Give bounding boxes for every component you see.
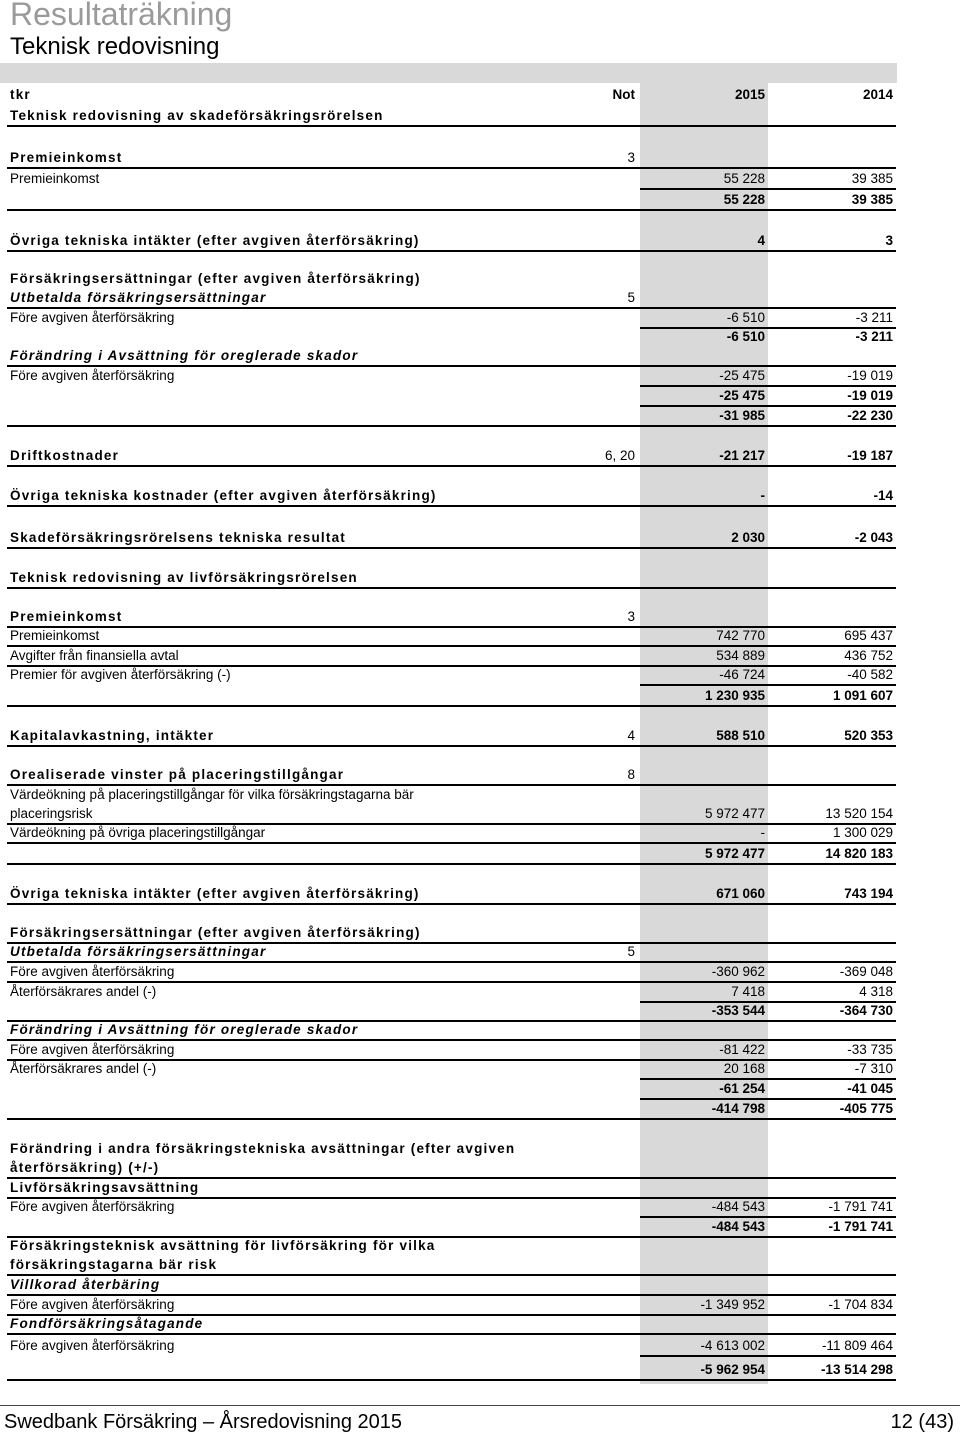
- value-2014: -3 211: [855, 310, 893, 325]
- row-divider: [7, 505, 896, 507]
- row-label: Övriga tekniska intäkter (efter avgiven återförsäkring): [10, 233, 420, 248]
- row-label: Premier för avgiven återförsäkring (-): [10, 667, 231, 682]
- value-2015: 534 889: [716, 648, 765, 663]
- value-2015: 7 418: [731, 984, 765, 999]
- value-2015: -353 544: [711, 1003, 765, 1018]
- row-label: Driftkostnader: [10, 448, 120, 463]
- row-note: 6, 20: [604, 448, 635, 463]
- value-2014: -1 791 741: [828, 1219, 893, 1234]
- value-2014: 743 194: [844, 886, 893, 901]
- row-divider: [7, 1379, 896, 1381]
- table-header-band: [0, 63, 897, 83]
- value-2015: 671 060: [716, 886, 765, 901]
- value-2015: -25 475: [719, 388, 765, 403]
- value-2015: -4 613 002: [700, 1338, 765, 1353]
- value-2014: 520 353: [844, 728, 893, 743]
- value-2015: -31 985: [719, 408, 765, 423]
- value-2014: -22 230: [847, 408, 893, 423]
- value-2014: -7 310: [854, 1061, 893, 1076]
- value-2014: 13 520 154: [825, 806, 893, 821]
- value-2015: -1 349 952: [700, 1297, 765, 1312]
- row-label: Livförsäkringsavsättning: [10, 1180, 200, 1195]
- value-2014: -11 809 464: [821, 1338, 893, 1353]
- row-divider: [7, 587, 896, 589]
- value-2015: -414 798: [711, 1101, 765, 1116]
- row-divider: [7, 209, 896, 211]
- row-label: Värdeökning på placeringstillgångar för vilka försäkringstagarna bär: [10, 787, 414, 802]
- page-title: Resultaträkning: [10, 0, 233, 32]
- row-label: Utbetalda försäkringsersättningar: [10, 290, 267, 305]
- row-label: Kapitalavkastning, intäkter: [10, 728, 215, 743]
- row-label: Före avgiven återförsäkring: [10, 368, 175, 383]
- row-label: Villkorad återbäring: [10, 1277, 161, 1292]
- value-2015: 742 770: [716, 628, 765, 643]
- row-label: Premieinkomst: [10, 150, 123, 165]
- value-2014: -1 791 741: [828, 1199, 893, 1214]
- value-2014: 3: [885, 233, 893, 248]
- value-2015: -360 962: [711, 964, 765, 979]
- value-2014: -41 045: [847, 1081, 893, 1096]
- value-2014: -33 735: [847, 1042, 893, 1057]
- value-2015: -6 510: [726, 329, 765, 344]
- row-label: försäkringstagarna bär risk: [10, 1257, 218, 1272]
- value-2014: 14 820 183: [825, 846, 893, 861]
- row-divider: [7, 863, 896, 865]
- value-2015: 2 030: [731, 530, 765, 545]
- row-label: Försäkringsteknisk avsättning för livförsäkring för vilka: [10, 1238, 436, 1253]
- row-label: Förändring i Avsättning för oreglerade skador: [10, 348, 359, 363]
- value-2015: -484 543: [711, 1219, 765, 1234]
- row-divider: [640, 684, 896, 686]
- row-divider: [7, 425, 896, 427]
- value-2015: 20 168: [723, 1061, 765, 1076]
- row-divider: [640, 188, 896, 190]
- value-2015: -61 254: [719, 1081, 765, 1096]
- row-label: Före avgiven återförsäkring: [10, 1042, 175, 1057]
- value-2015: 55 228: [723, 171, 765, 186]
- value-2014: -405 775: [839, 1101, 893, 1116]
- row-divider: [7, 465, 896, 467]
- row-label: Återförsäkrares andel (-): [10, 1061, 157, 1076]
- value-2014: -19 187: [847, 448, 893, 463]
- row-label: Före avgiven återförsäkring: [10, 1338, 175, 1353]
- row-label: Premieinkomst: [10, 628, 100, 643]
- row-label: Teknisk redovisning av skadeförsäkringsrörelsen: [10, 108, 384, 123]
- value-2014: 4 318: [859, 984, 893, 999]
- value-2014: -13 514 298: [820, 1362, 893, 1377]
- value-2014: -19 019: [847, 388, 893, 403]
- value-2014: 695 437: [844, 628, 893, 643]
- value-2014: 39 385: [851, 192, 893, 207]
- row-label: Försäkringsersättningar (efter avgiven återförsäkring): [10, 271, 421, 286]
- row-note: 8: [627, 767, 635, 782]
- value-2015: -484 543: [711, 1199, 765, 1214]
- row-note: 5: [627, 944, 635, 959]
- value-2014: 436 752: [844, 648, 893, 663]
- row-label: Skadeförsäkringsrörelsens tekniska resultat: [10, 530, 346, 545]
- row-label: Förändring i andra försäkringstekniska avsättningar (efter avgiven: [10, 1141, 516, 1156]
- row-label: Övriga tekniska kostnader (efter avgiven återförsäkring): [10, 488, 437, 503]
- value-2015: -46 724: [719, 667, 765, 682]
- row-divider: [7, 250, 896, 252]
- row-divider: [640, 1355, 896, 1357]
- row-divider: [7, 745, 896, 747]
- value-2015: -6 510: [726, 310, 765, 325]
- row-label: Före avgiven återförsäkring: [10, 1199, 175, 1214]
- value-2014: -1 704 834: [828, 1297, 893, 1312]
- row-label: Övriga tekniska intäkter (efter avgiven återförsäkring): [10, 886, 420, 901]
- row-divider: [7, 903, 896, 905]
- value-2015: 55 228: [723, 192, 765, 207]
- row-label: Avgifter från finansiella avtal: [10, 648, 179, 663]
- row-label: Fondförsäkringsåtagande: [10, 1316, 204, 1331]
- row-divider: [7, 1333, 896, 1335]
- row-note: 3: [627, 609, 635, 624]
- value-2015: 4: [757, 233, 765, 248]
- row-label: Förändring i Avsättning för oreglerade skador: [10, 1022, 359, 1037]
- value-2015: -: [760, 488, 765, 503]
- value-2015: -21 217: [719, 448, 765, 463]
- value-2015: -5 962 954: [700, 1362, 765, 1377]
- row-label: Teknisk redovisning av livförsäkringsrörelsen: [10, 570, 358, 585]
- value-2014: 1 300 029: [832, 825, 893, 840]
- row-divider: [7, 842, 896, 844]
- value-2014: -3 211: [855, 329, 893, 344]
- footer-company: Swedbank Försäkring – Årsredovisning 2015: [4, 1411, 402, 1433]
- value-2014: -369 048: [839, 964, 893, 979]
- row-note: 5: [627, 290, 635, 305]
- row-label: tkr: [10, 87, 31, 102]
- row-label: Orealiserade vinster på placeringstillgångar: [10, 767, 345, 782]
- page-subtitle: Teknisk redovisning: [10, 33, 220, 60]
- value-2015: 5 972 477: [704, 806, 765, 821]
- row-divider: [7, 167, 896, 169]
- row-label: Försäkringsersättningar (efter avgiven återförsäkring): [10, 925, 421, 940]
- row-label: Före avgiven återförsäkring: [10, 1297, 175, 1312]
- value-2014: -2 043: [854, 530, 893, 545]
- row-label: Värdeökning på övriga placeringstillgångar: [10, 825, 266, 840]
- value-2015: 2015: [734, 87, 765, 102]
- value-2014: 2014: [862, 87, 893, 102]
- value-2014: -19 019: [847, 368, 893, 383]
- row-note: 4: [627, 728, 635, 743]
- value-2014: -364 730: [839, 1003, 893, 1018]
- value-2015: -25 475: [719, 368, 765, 383]
- row-divider: [7, 1118, 896, 1120]
- row-label: återförsäkring) (+/-): [10, 1160, 160, 1175]
- row-label: Utbetalda försäkringsersättningar: [10, 944, 267, 959]
- row-divider: [7, 705, 896, 707]
- value-2014: 1 091 607: [832, 688, 893, 703]
- value-2015: 588 510: [716, 728, 765, 743]
- row-label: Premieinkomst: [10, 171, 100, 186]
- value-2015: 5 972 477: [704, 846, 765, 861]
- row-label: Premieinkomst: [10, 609, 123, 624]
- footer-page-number: 12 (43): [890, 1411, 954, 1433]
- row-note: 3: [627, 150, 635, 165]
- value-2014: 39 385: [851, 171, 893, 186]
- value-2015: -81 422: [719, 1042, 765, 1057]
- row-label: Före avgiven återförsäkring: [10, 310, 175, 325]
- row-label: Före avgiven återförsäkring: [10, 964, 175, 979]
- value-2014: -40 582: [847, 667, 893, 682]
- footer-divider: [0, 1405, 960, 1406]
- value-2015: 1 230 935: [704, 688, 765, 703]
- row-divider: [7, 547, 896, 549]
- value-2015: -: [760, 825, 765, 840]
- row-note: Not: [612, 87, 635, 102]
- row-divider: [7, 125, 896, 127]
- row-label: Återförsäkrares andel (-): [10, 984, 157, 999]
- value-2014: -14: [873, 488, 893, 503]
- row-label: placeringsrisk: [10, 806, 93, 821]
